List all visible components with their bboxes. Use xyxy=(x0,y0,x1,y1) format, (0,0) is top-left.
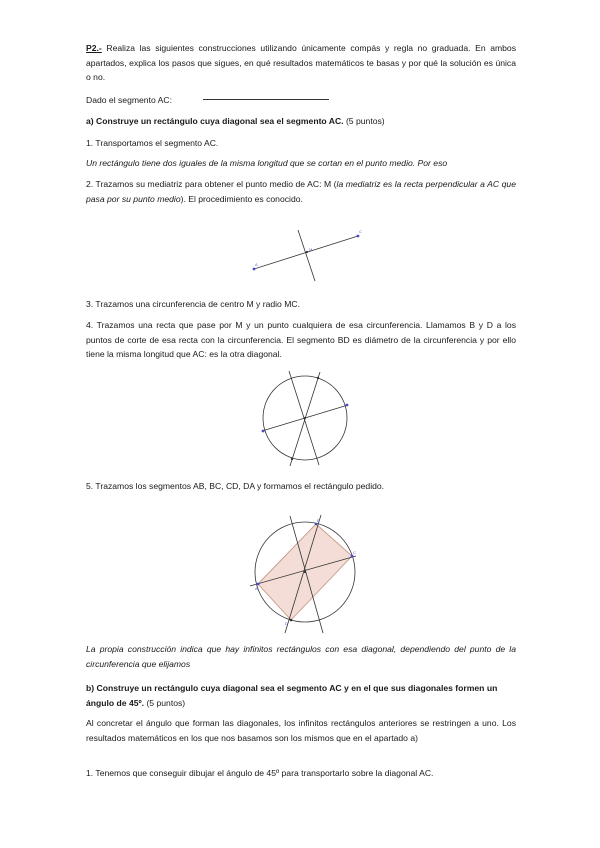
part-b-step-1: 1. Tenemos que conseguir dibujar el ángulo de 45º para transportarlo sobre la diagonal AC. xyxy=(86,768,434,778)
part-b-points: (5 puntos) xyxy=(144,697,186,708)
label-c: C xyxy=(353,550,356,555)
part-a-step-2 xyxy=(86,177,516,206)
given-segment-label: Dado el segmento AC: xyxy=(86,95,172,105)
part-a-step-5: 5. Trazamos los segmentos AB, BC, CD, DA y formamos el rectángulo pedido. xyxy=(86,481,385,491)
figure-rectangle xyxy=(245,514,365,636)
label-m: M xyxy=(309,247,313,252)
point-b xyxy=(315,523,318,526)
point-a xyxy=(257,583,260,586)
step-2-italic: la mediatriz es la recta perpendicular a AC que pasa por su punto medio xyxy=(86,179,516,204)
point-d xyxy=(290,619,293,622)
part-a-points: (5 puntos) xyxy=(343,116,385,126)
point-c xyxy=(357,235,360,238)
step-2-start: 2. Trazamos su mediatriz para obtener el punto medio de AC: M ( xyxy=(86,179,337,189)
part-a-note: Un rectángulo tiene dos iguales de la misma longitud que se cortan en el punto medio. Por eso xyxy=(86,158,448,168)
given-segment-line xyxy=(203,99,329,100)
part-a-conclusion: La propia construcción indica que hay infinitos rectángulos con esa diagonal, dependiendo del punto de la circunferencia que elijamos xyxy=(86,644,516,669)
problem-text: Realiza las siguientes construcciones utilizando únicamente compás y regla no graduada. En ambos apartados, explica los pasos que sigues, en qué resultados matemáticos te basas y por qué la solución es única o no. xyxy=(86,43,516,82)
label-a: A xyxy=(255,586,258,591)
part-a-step-3: 3. Trazamos una circunferencia de centro M y radio MC. xyxy=(86,299,300,309)
point-d xyxy=(291,458,293,460)
figure-circle-diameter xyxy=(255,368,360,468)
problem-statement xyxy=(86,41,516,85)
label-d: D xyxy=(285,621,288,626)
part-b-title-text: b) Construye un rectángulo cuya diagonal sea el segmento AC y en el que sus diagonales formen un ángulo de 45º. xyxy=(86,683,498,708)
part-a-title-text: a) Construye un rectángulo cuya diagonal sea el segmento AC. xyxy=(86,116,344,126)
point-a xyxy=(253,268,256,271)
figure-mediatriz xyxy=(245,225,370,281)
label-b: B xyxy=(317,518,320,523)
point-a xyxy=(262,430,265,433)
part-a-step-1: 1. Transportamos el segmento AC. xyxy=(86,138,219,148)
part-b-intro: Al concretar el ángulo que forman las diagonales, los infinitos rectángulos anteriores se restringen a uno. Los resultados matemáticos en los que nos basamos son los mismos que en el apartado a) xyxy=(86,718,516,743)
point-b xyxy=(317,377,319,379)
label-a: A xyxy=(255,262,258,267)
point-m xyxy=(304,417,306,419)
point-m xyxy=(304,571,306,573)
segment-ac xyxy=(254,236,358,269)
label-c: C xyxy=(359,229,362,234)
point-m xyxy=(306,251,308,253)
point-c xyxy=(351,555,354,558)
problem-label: P2.- xyxy=(86,43,102,53)
part-a-title xyxy=(86,114,516,129)
part-a-step-4: 4. Trazamos una recta que pase por M y un punto cualquiera de esa circunferencia. Llamamos B y D a los puntos de corte de esa recta con la circunferencia. El segmento BD es diámetro de la circunferencia y por ello tiene la misma longitud que AC: es la otra diagonal. xyxy=(86,320,516,359)
step-2-end: ). El procedimiento es conocido. xyxy=(180,193,303,204)
part-b-title xyxy=(86,681,516,710)
point-c xyxy=(346,404,349,407)
perpendicular-bisector xyxy=(298,230,315,281)
